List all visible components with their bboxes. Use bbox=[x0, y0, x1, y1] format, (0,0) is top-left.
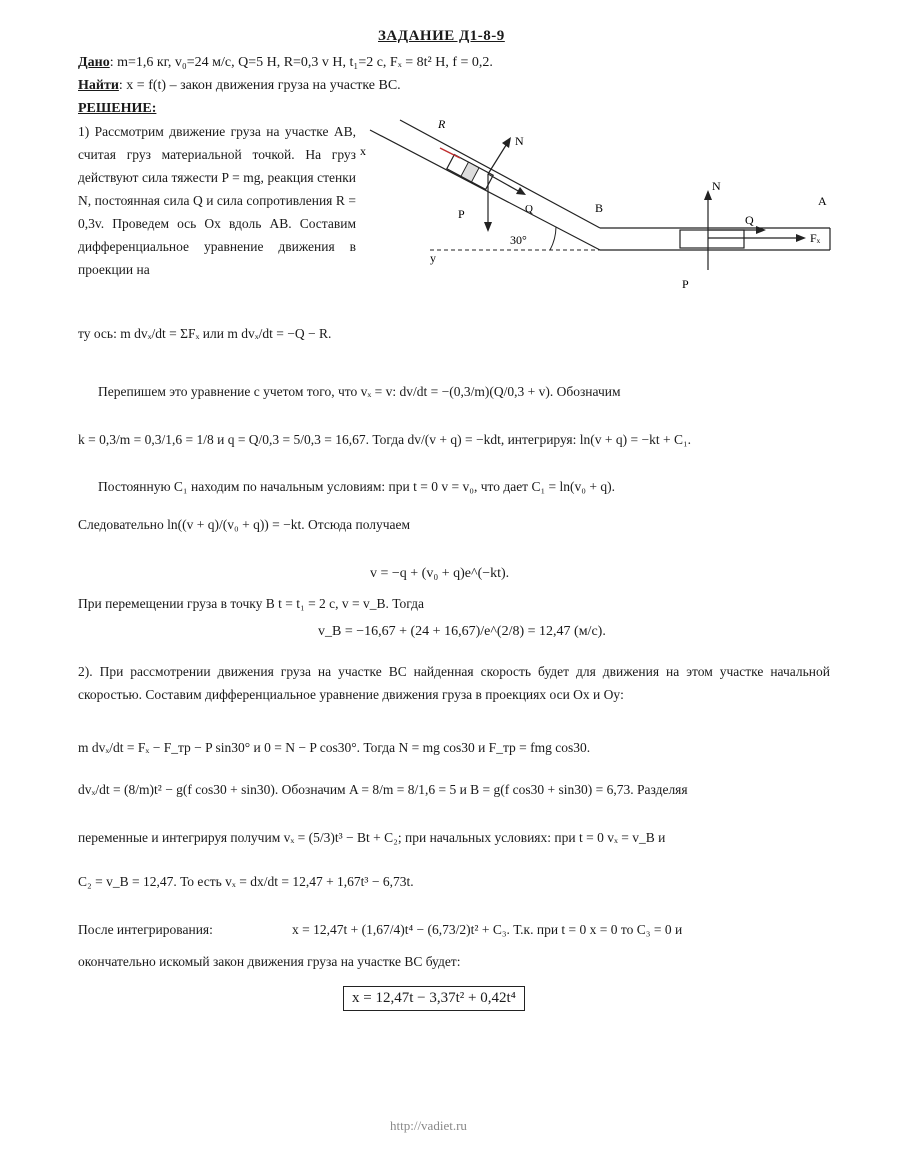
equation-4: dvₓ/dt = (8/m)t² − g(f cos30 + sin30). Обозначим A = 8/m = 8/1,6 = 5 и B = g(f cos30 + sin30) = 6,73. Разделяя bbox=[78, 782, 688, 797]
label-Q2: Q bbox=[745, 213, 754, 227]
given-label: Дано bbox=[78, 55, 110, 70]
label-N2: N bbox=[712, 179, 721, 193]
incline-block bbox=[447, 155, 493, 190]
site-link[interactable]: http://vadiet.ru bbox=[390, 1118, 467, 1133]
solution-label: РЕШЕНИЕ: bbox=[78, 101, 157, 116]
find-text: : x = f(t) – закон движения груза на участке BC. bbox=[118, 78, 401, 93]
label-P: P bbox=[458, 207, 465, 221]
label-P2: P bbox=[682, 277, 689, 291]
given-text: : m=1,6 кг, v₀=24 м/с, Q=5 Н, R=0,3 v Н, t₁=2 с, Fₓ = 8t² Н, f = 0,2. bbox=[109, 55, 493, 70]
normal-arrow-1 bbox=[488, 142, 508, 174]
find-line bbox=[78, 78, 401, 94]
label-A: A bbox=[818, 194, 827, 208]
answer-box: x = 12,47t − 3,37t² + 0,42t⁴ bbox=[343, 986, 525, 1011]
equation-1: v = −q + (v₀ + q)e^(−kt). bbox=[370, 566, 510, 581]
label-Q: Q bbox=[525, 203, 533, 215]
paragraph-7: 2). При рассмотрении движения груза на участке BC найденная скорость будет для движения на этом участке начальной скоростью. Составим дифференциальное уравнение движения груза в проекциях оси Ox и Oy: bbox=[78, 664, 830, 702]
paragraph-3: k = 0,3/m = 0,3/1,6 = 1/8 и q = Q/0,3 = 5/0,3 = 16,67. Тогда dv/(v + q) = −kdt, интегрируя: ln(v + q) = −kt + C₁. bbox=[78, 432, 692, 447]
paragraph-4: Постоянную C₁ находим по начальным условиям: при t = 0 v = v₀, что дает C₁ = ln(v₀ + q). bbox=[98, 479, 615, 494]
find-label: Найти bbox=[78, 78, 119, 93]
label-Fx: Fₓ bbox=[810, 231, 821, 245]
paragraph-8: переменные и интегрируя получим vₓ = (5/3)t³ − Bt + C₂; при начальных условиях: при t = 0 vₓ = v_B и bbox=[78, 830, 666, 845]
label-R: R bbox=[438, 117, 446, 131]
equation-3: m dvₓ/dt = Fₓ − F_тр − P sin30° и 0 = N − P cos30°. Тогда N = mg cos30 и F_тр = fmg cos30. bbox=[78, 740, 591, 755]
resistance-arrow bbox=[440, 148, 460, 158]
label-y-base: y bbox=[430, 251, 436, 265]
paragraph-2: Перепишем это уравнение с учетом того, что vₓ = v: dv/dt = −(0,3/m)(Q/0,3 + v). Обозначим bbox=[98, 384, 621, 399]
page-title: ЗАДАНИЕ Д1-8-9 bbox=[378, 28, 505, 44]
incline-inner-wall bbox=[400, 120, 600, 228]
label-angle: 30° bbox=[510, 233, 527, 247]
mechanics-figure bbox=[360, 110, 840, 300]
given-line bbox=[78, 55, 493, 71]
angle-arc bbox=[550, 227, 556, 250]
label-B: B bbox=[595, 201, 604, 215]
equation-6: x = 12,47t + (1,67/4)t⁴ − (6,73/2)t² + C₃. Т.к. при t = 0 x = 0 то C₃ = 0 и bbox=[292, 922, 683, 937]
label-x-top: x bbox=[360, 144, 366, 158]
equation-5: C₂ = v_B = 12,47. То есть vₓ = dx/dt = 12,47 + 1,67t³ − 6,73t. bbox=[78, 874, 414, 889]
equation-2: v_B = −16,67 + (24 + 16,67)/e^(2/8) = 12,47 (м/с). bbox=[318, 624, 606, 639]
paragraph-6: При перемещении груза в точку B t = t₁ = 2 с, v = v_B. Тогда bbox=[78, 596, 424, 611]
paragraph-5: Следовательно ln((v + q)/(v₀ + q)) = −kt. Отсюда получаем bbox=[78, 517, 411, 532]
horizontal-block bbox=[680, 230, 744, 248]
incline-upper-wall bbox=[370, 130, 600, 250]
label-N: N bbox=[515, 134, 524, 148]
paragraph-10: окончательно искомый закон движения груза на участке BC будет: bbox=[78, 954, 461, 969]
paragraph-9a: После интегрирования: bbox=[78, 922, 213, 937]
paragraph-part1-end: ту ось: m dvₓ/dt = ΣFₓ или m dvₓ/dt = −Q − R. bbox=[78, 326, 332, 341]
paragraph-part1: 1) Рассмотрим движение груза на участке AB, считая груз материальной точкой. На груз действуют сила тяжести P = mg, реакция стенки N, постоянная сила Q и сила сопротивления R = 0,3v. Проведем ось Ox вдоль AB. Составим дифференциальное уравнение движения в проекции на bbox=[78, 124, 356, 277]
